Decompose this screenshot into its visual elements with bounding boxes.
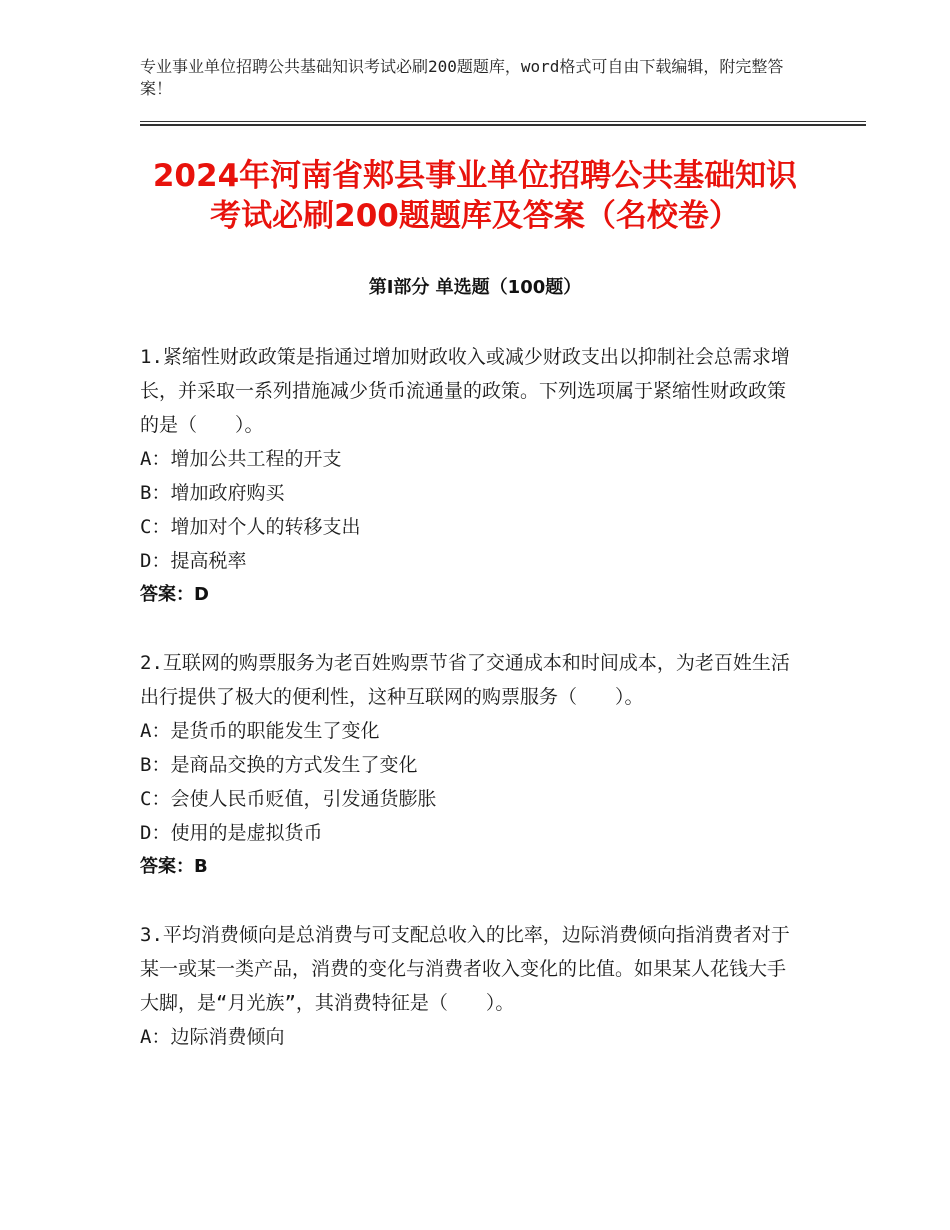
question-stem: 1.紧缩性财政政策是指通过增加财政收入或减少财政支出以抑制社会总需求增长，并采取一系列措施减少货币流通量的政策。下列选项属于紧缩性财政政策的是（ ）。 (140, 346, 790, 436)
question-stem: 3.平均消费倾向是总消费与可支配总收入的比率，边际消费倾向指消费者对于某一或某一类产品，消费的变化与消费者收入变化的比值。如果某人花钱大手大脚，是“月光族”，其消费特征是（ ）。 (140, 924, 790, 1014)
document-title: 2024年河南省郏县事业单位招聘公共基础知识考试必刷200题题库及答案（名校卷） (152, 158, 798, 234)
option-a: A：边际消费倾向 (140, 1026, 285, 1048)
header-rule-thin (140, 121, 866, 122)
option-a: A：是货币的职能发生了变化 (140, 720, 380, 742)
header-rule-thick (140, 124, 866, 126)
section-heading: 第Ⅰ部分 单选题（100题） (368, 277, 582, 298)
header-note: 专业事业单位招聘公共基础知识考试必刷200题题库，word格式可自由下载编辑，附完整答案！ (140, 57, 784, 98)
option-d: D：使用的是虚拟货币 (140, 822, 323, 844)
question-3 (140, 918, 800, 1054)
option-d: D：提高税率 (140, 550, 247, 572)
option-b: B：是商品交换的方式发生了变化 (140, 754, 418, 776)
answer-label: 答案：B (140, 856, 208, 877)
option-c: C：增加对个人的转移支出 (140, 516, 361, 538)
option-c: C：会使人民币贬值，引发通货膨胀 (140, 788, 437, 810)
option-b: B：增加政府购买 (140, 482, 285, 504)
answer-label: 答案：D (140, 584, 209, 605)
question-1 (140, 340, 800, 612)
option-a: A：增加公共工程的开支 (140, 448, 342, 470)
question-2 (140, 646, 800, 884)
question-list (140, 340, 800, 1088)
question-stem: 2.互联网的购票服务为老百姓购票节省了交通成本和时间成本，为老百姓生活出行提供了极大的便利性，这种互联网的购票服务（ ）。 (140, 652, 790, 708)
